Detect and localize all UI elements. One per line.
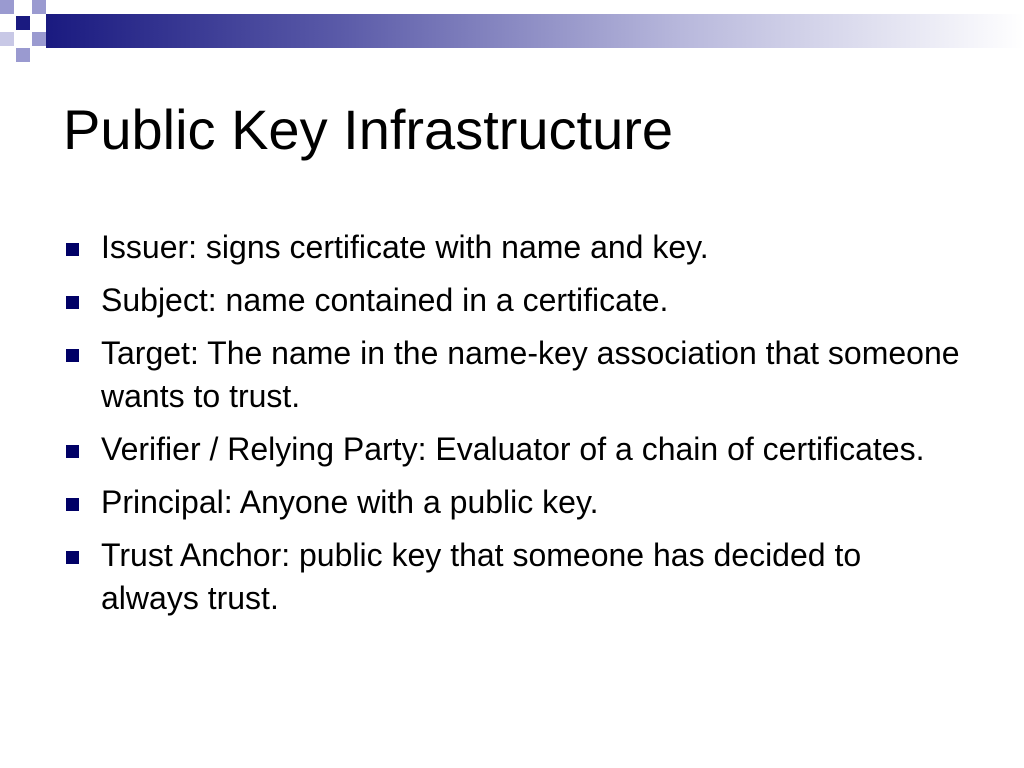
deco-square-2 bbox=[16, 16, 30, 30]
bullet-item bbox=[66, 332, 966, 418]
bullet-text: Principal: Anyone with a public key. bbox=[101, 484, 599, 520]
bullet-text: Issuer: signs certificate with name and key. bbox=[101, 229, 709, 265]
square-bullet-icon bbox=[66, 551, 79, 564]
deco-square-5 bbox=[32, 32, 46, 46]
deco-square-1 bbox=[0, 0, 14, 14]
deco-square-3 bbox=[32, 0, 46, 14]
square-bullet-icon bbox=[66, 296, 79, 309]
bullet-text: Target: The name in the name-key association that someone wants to trust. bbox=[101, 335, 960, 414]
bullet-item bbox=[66, 481, 966, 524]
deco-square-4 bbox=[0, 32, 14, 46]
square-bullet-icon bbox=[66, 349, 79, 362]
bullet-text: Trust Anchor: public key that someone has decided to always trust. bbox=[101, 537, 862, 616]
header-gradient-bar bbox=[46, 14, 1024, 48]
bullet-item bbox=[66, 428, 966, 471]
deco-square-6 bbox=[16, 48, 30, 62]
bullet-item bbox=[66, 226, 966, 269]
bullet-text: Verifier / Relying Party: Evaluator of a chain of certificates. bbox=[101, 431, 925, 467]
bullet-text: Subject: name contained in a certificate. bbox=[101, 282, 669, 318]
bullet-list bbox=[66, 226, 966, 630]
square-bullet-icon bbox=[66, 243, 79, 256]
slide-title: Public Key Infrastructure bbox=[63, 98, 674, 161]
bullet-item bbox=[66, 534, 966, 620]
square-bullet-icon bbox=[66, 498, 79, 511]
square-bullet-icon bbox=[66, 445, 79, 458]
bullet-item bbox=[66, 279, 966, 322]
